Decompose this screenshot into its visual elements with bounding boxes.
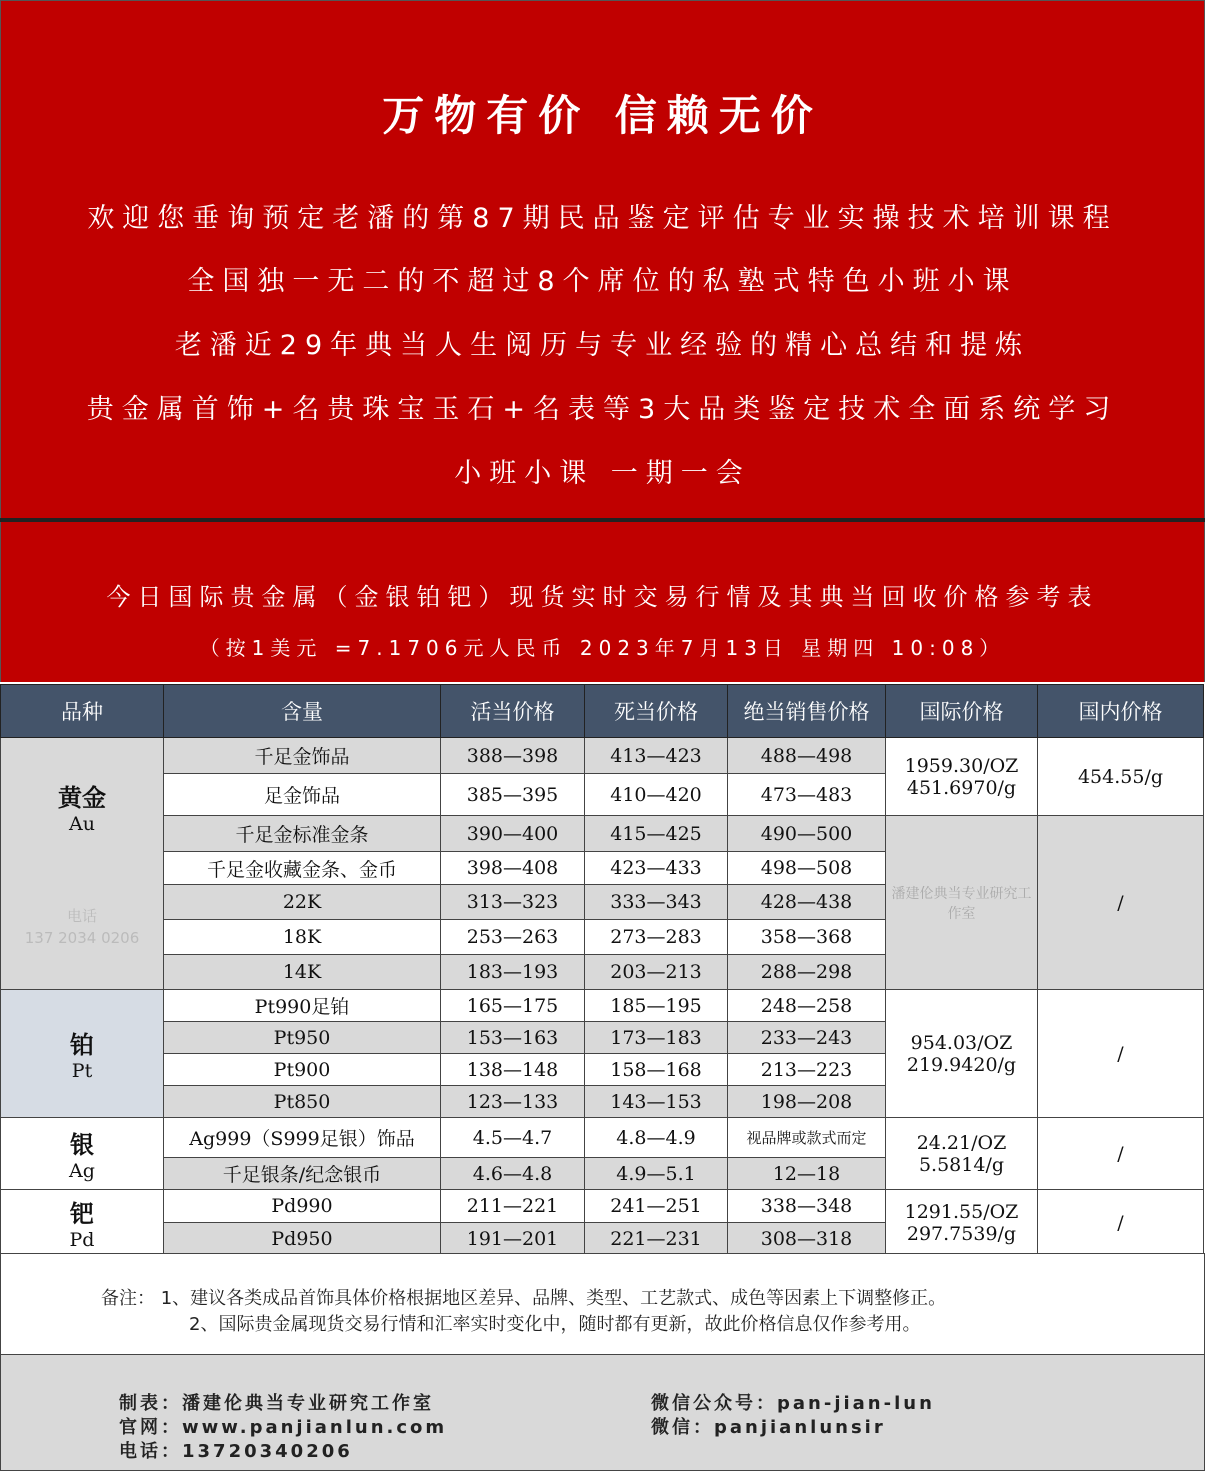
sale-price-cell: 473—483 bbox=[728, 774, 886, 816]
platinum-category-cell bbox=[1, 990, 164, 1118]
live-price-cell: 138—148 bbox=[441, 1054, 585, 1086]
table-title-band bbox=[0, 522, 1205, 682]
silver-category-cell bbox=[1, 1118, 164, 1190]
table-row bbox=[1, 816, 1204, 852]
col-header-live-price: 活当价格 bbox=[441, 685, 585, 738]
sale-price-cell: 视品牌或款式而定 bbox=[728, 1118, 886, 1158]
website-link[interactable]: 官网：www.panjianlun.com bbox=[119, 1417, 448, 1438]
sale-price-cell: 488—498 bbox=[728, 738, 886, 774]
table-row bbox=[1, 1190, 1204, 1223]
table-row bbox=[1, 990, 1204, 1022]
content-cell: 千足金饰品 bbox=[164, 738, 441, 774]
promo-banner bbox=[0, 0, 1205, 520]
slogan: 万物有价 信赖无价 bbox=[382, 91, 823, 140]
live-price-cell: 313—323 bbox=[441, 885, 585, 920]
maker-label: 制表：潘建伦典当专业研究工作室 bbox=[119, 1393, 434, 1414]
intl-oz: 24.21/OZ bbox=[916, 1131, 1007, 1154]
palladium-intl-price bbox=[886, 1190, 1038, 1256]
dead-price-cell: 203—213 bbox=[585, 955, 728, 990]
sale-price-cell: 490—500 bbox=[728, 816, 886, 852]
palladium-domestic-price: / bbox=[1038, 1190, 1204, 1256]
dead-price-cell: 273—283 bbox=[585, 920, 728, 955]
gold-symbol: Au bbox=[69, 813, 95, 835]
silver-symbol: Ag bbox=[69, 1160, 95, 1182]
sale-price-cell: 288—298 bbox=[728, 955, 886, 990]
dead-price-cell: 410—420 bbox=[585, 774, 728, 816]
silver-domestic-price: / bbox=[1038, 1118, 1204, 1190]
col-header-variety: 品种 bbox=[1, 685, 164, 738]
intl-gram: 219.9420/g bbox=[906, 1053, 1017, 1076]
banner-line-3: 老潘近29年典当人生阅历与专业经验的精心总结和提炼 bbox=[174, 330, 1031, 361]
content-cell: 足金饰品 bbox=[164, 774, 441, 816]
studio-watermark: 潘建伦典当专业研究工作室 bbox=[886, 816, 1038, 990]
sale-price-cell: 233—243 bbox=[728, 1022, 886, 1054]
live-price-cell: 153—163 bbox=[441, 1022, 585, 1054]
phone-label: 电话 bbox=[66, 907, 97, 925]
silver-name: 银 bbox=[70, 1131, 94, 1159]
intl-gram: 451.6970/g bbox=[906, 776, 1017, 799]
live-price-cell: 390—400 bbox=[441, 816, 585, 852]
dead-price-cell: 158—168 bbox=[585, 1054, 728, 1086]
content-cell: Pt900 bbox=[164, 1054, 441, 1086]
table-title: 今日国际贵金属（金银铂钯）现货实时交易行情及其典当回收价格参考表 bbox=[106, 583, 1099, 611]
dead-price-cell: 185—195 bbox=[585, 990, 728, 1022]
banner-line-1: 欢迎您垂询预定老潘的第87期民品鉴定评估专业实操技术培训课程 bbox=[87, 203, 1118, 234]
content-cell: Pd990 bbox=[164, 1190, 441, 1223]
content-cell: Pt990足铂 bbox=[164, 990, 441, 1022]
sale-price-cell: 338—348 bbox=[728, 1190, 886, 1223]
banner-line-4: 贵金属首饰+名贵珠宝玉石+名表等3大品类鉴定技术全面系统学习 bbox=[86, 394, 1119, 425]
col-header-sale-price: 绝当销售价格 bbox=[728, 685, 886, 738]
content-cell: Ag999（S999足银）饰品 bbox=[164, 1118, 441, 1158]
exchange-rate-line: （按1美元 =7.1706元人民币 2023年7月13日 星期四 10:08） bbox=[199, 636, 1006, 660]
platinum-intl-price bbox=[886, 990, 1038, 1118]
content-cell: 14K bbox=[164, 955, 441, 990]
content-cell: 千足金收藏金条、金币 bbox=[164, 852, 441, 885]
col-header-content: 含量 bbox=[164, 685, 441, 738]
intl-oz: 1959.30/OZ bbox=[904, 754, 1019, 777]
live-price-cell: 398—408 bbox=[441, 852, 585, 885]
dead-price-cell: 143—153 bbox=[585, 1086, 728, 1118]
sale-price-cell: 248—258 bbox=[728, 990, 886, 1022]
palladium-category-cell bbox=[1, 1190, 164, 1256]
dead-price-cell: 4.8—4.9 bbox=[585, 1118, 728, 1158]
table-row bbox=[1, 738, 1204, 774]
platinum-symbol: Pt bbox=[71, 1060, 93, 1082]
footer-info bbox=[0, 1354, 1205, 1471]
sale-price-cell: 308—318 bbox=[728, 1223, 886, 1256]
gold-name: 黄金 bbox=[58, 784, 106, 812]
content-cell: Pd950 bbox=[164, 1223, 441, 1256]
intl-gram: 5.5814/g bbox=[918, 1153, 1005, 1176]
col-header-domestic-price: 国内价格 bbox=[1038, 685, 1204, 738]
wechat-public-account: 微信公众号：pan-jian-lun bbox=[651, 1393, 935, 1414]
remarks-box bbox=[0, 1253, 1205, 1355]
live-price-cell: 191—201 bbox=[441, 1223, 585, 1256]
live-price-cell: 165—175 bbox=[441, 990, 585, 1022]
wechat-id: 微信：panjianlunsir bbox=[651, 1417, 886, 1438]
dead-price-cell: 221—231 bbox=[585, 1223, 728, 1256]
live-price-cell: 183—193 bbox=[441, 955, 585, 990]
gold-other-domestic: / bbox=[1038, 816, 1204, 990]
col-header-dead-price: 死当价格 bbox=[585, 685, 728, 738]
table-row bbox=[1, 1118, 1204, 1158]
dead-price-cell: 333—343 bbox=[585, 885, 728, 920]
live-price-cell: 211—221 bbox=[441, 1190, 585, 1223]
silver-intl-price bbox=[886, 1118, 1038, 1190]
dead-price-cell: 423—433 bbox=[585, 852, 728, 885]
sale-price-cell: 198—208 bbox=[728, 1086, 886, 1118]
phone-watermark bbox=[1, 905, 163, 949]
content-cell: 22K bbox=[164, 885, 441, 920]
content-cell: 18K bbox=[164, 920, 441, 955]
live-price-cell: 123—133 bbox=[441, 1086, 585, 1118]
content-cell: Pt950 bbox=[164, 1022, 441, 1054]
gold-category-cell bbox=[1, 738, 164, 990]
palladium-name: 钯 bbox=[70, 1200, 94, 1228]
live-price-cell: 4.6—4.8 bbox=[441, 1158, 585, 1190]
col-header-intl-price: 国际价格 bbox=[886, 685, 1038, 738]
table-header-row bbox=[1, 685, 1204, 738]
phone-contact: 电话：13720340206 bbox=[119, 1441, 353, 1462]
dead-price-cell: 415—425 bbox=[585, 816, 728, 852]
palladium-symbol: Pd bbox=[69, 1229, 95, 1251]
intl-oz: 954.03/OZ bbox=[910, 1031, 1013, 1054]
sale-price-cell: 12—18 bbox=[728, 1158, 886, 1190]
platinum-name: 铂 bbox=[70, 1031, 94, 1059]
live-price-cell: 4.5—4.7 bbox=[441, 1118, 585, 1158]
gold-intl-price bbox=[886, 738, 1038, 816]
remark-1: 备注： 1、建议各类成品首饰具体价格根据地区差异、品牌、类型、工艺款式、成色等因素上下调整修正。 bbox=[101, 1288, 947, 1309]
intl-oz: 1291.55/OZ bbox=[904, 1200, 1019, 1223]
live-price-cell: 253—263 bbox=[441, 920, 585, 955]
dead-price-cell: 173—183 bbox=[585, 1022, 728, 1054]
banner-line-5: 小班小课 一期一会 bbox=[454, 458, 751, 489]
remark-2: 2、国际贵金属现货交易行情和汇率实时变化中，随时都有更新，故此价格信息仅作参考用。 bbox=[189, 1314, 921, 1335]
content-cell: 千足金标准金条 bbox=[164, 816, 441, 852]
sale-price-cell: 358—368 bbox=[728, 920, 886, 955]
phone-number: 137 2034 0206 bbox=[24, 929, 140, 947]
content-cell: 千足银条/纪念银币 bbox=[164, 1158, 441, 1190]
content-cell: Pt850 bbox=[164, 1086, 441, 1118]
sale-price-cell: 213—223 bbox=[728, 1054, 886, 1086]
platinum-domestic-price: / bbox=[1038, 990, 1204, 1118]
price-table bbox=[0, 684, 1204, 1256]
sale-price-cell: 428—438 bbox=[728, 885, 886, 920]
dead-price-cell: 4.9—5.1 bbox=[585, 1158, 728, 1190]
dead-price-cell: 241—251 bbox=[585, 1190, 728, 1223]
live-price-cell: 388—398 bbox=[441, 738, 585, 774]
sale-price-cell: 498—508 bbox=[728, 852, 886, 885]
gold-domestic-price: 454.55/g bbox=[1038, 738, 1204, 816]
banner-line-2: 全国独一无二的不超过8个席位的私塾式特色小班小课 bbox=[187, 266, 1018, 297]
live-price-cell: 385—395 bbox=[441, 774, 585, 816]
intl-gram: 297.7539/g bbox=[906, 1222, 1017, 1245]
dead-price-cell: 413—423 bbox=[585, 738, 728, 774]
